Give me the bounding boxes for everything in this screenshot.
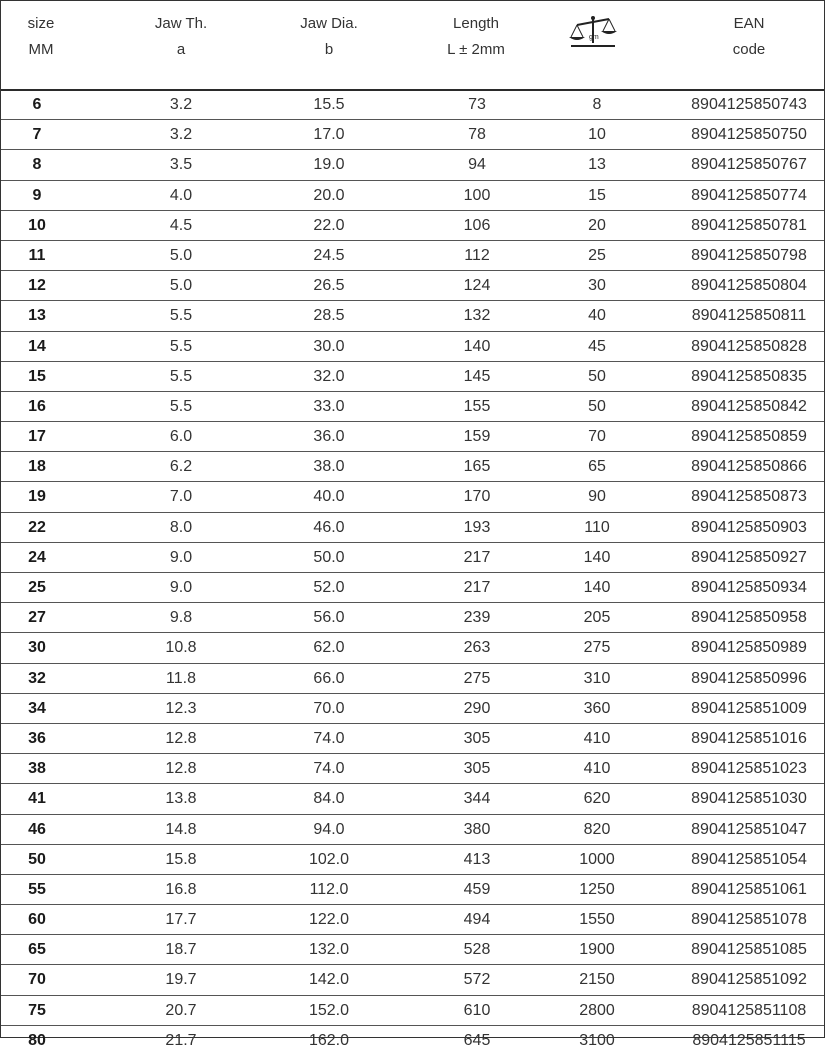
cell-length: 344 (463, 790, 491, 808)
cell-size: 38 (28, 760, 46, 778)
cell-ean: 8904125850743 (691, 96, 807, 113)
cell-size: 7 (32, 126, 42, 144)
cell-size: 70 (28, 971, 46, 989)
cell-jaw-diameter: 40.0 (313, 488, 345, 506)
cell-ean: 8904125851016 (691, 729, 807, 747)
cell-ean: 8904125851061 (691, 880, 807, 898)
cell-jaw-thickness: 3.5 (169, 156, 193, 174)
cell-jaw-thickness: 9.0 (169, 548, 193, 566)
cell-jaw-thickness: 5.5 (169, 397, 193, 415)
cell-ean: 8904125851023 (691, 760, 807, 778)
cell-size: 55 (28, 880, 46, 898)
cell-size: 50 (28, 850, 46, 868)
cell-ean: 8904125850873 (691, 488, 807, 506)
header-size-unit: MM (28, 41, 54, 58)
cell-weight: 30 (588, 277, 606, 295)
header-ean-sub: code (732, 41, 766, 58)
cell-jaw-diameter: 84.0 (313, 790, 345, 808)
cell-ean: 8904125850934 (691, 579, 807, 596)
cell-length: 239 (463, 609, 491, 627)
cell-jaw-thickness: 5.0 (169, 246, 193, 264)
header-ean (676, 11, 822, 63)
cell-jaw-thickness: 8.0 (169, 518, 193, 536)
table-body (1, 90, 824, 1055)
cell-jaw-diameter: 74.0 (313, 760, 345, 778)
cell-size: 19 (28, 488, 46, 506)
cell-weight: 205 (583, 609, 611, 627)
cell-weight: 15 (588, 186, 606, 204)
cell-weight: 410 (583, 760, 611, 778)
cell-weight: 820 (583, 820, 611, 838)
table-header (1, 1, 824, 91)
cell-jaw-thickness: 13.8 (165, 790, 197, 808)
cell-length: 106 (463, 216, 491, 234)
table-row (1, 784, 824, 814)
cell-jaw-thickness: 7.0 (169, 488, 193, 506)
header-size-label: size (27, 15, 55, 32)
cell-length: 645 (463, 1031, 491, 1049)
cell-weight: 620 (583, 790, 611, 808)
table-row (1, 935, 824, 965)
cell-size: 24 (28, 548, 46, 566)
cell-jaw-diameter: 152.0 (308, 1001, 350, 1019)
table-row (1, 996, 824, 1026)
cell-jaw-diameter: 122.0 (308, 911, 350, 929)
table-row (1, 543, 824, 573)
cell-length: 159 (463, 428, 491, 446)
cell-jaw-diameter: 24.5 (313, 246, 345, 264)
cell-ean: 8904125851030 (691, 790, 807, 808)
cell-jaw-diameter: 102.0 (308, 850, 350, 868)
cell-jaw-diameter: 74.0 (313, 729, 345, 747)
cell-weight: 50 (588, 367, 606, 385)
table-row (1, 875, 824, 905)
cell-jaw-thickness: 5.5 (169, 367, 193, 385)
cell-jaw-thickness: 6.0 (169, 428, 193, 446)
cell-ean: 8904125850958 (691, 609, 807, 627)
cell-length: 494 (463, 911, 491, 929)
cell-length: 94 (468, 156, 486, 174)
cell-jaw-thickness: 20.7 (165, 1001, 197, 1019)
cell-length: 100 (463, 186, 491, 204)
table-row (1, 724, 824, 754)
cell-length: 145 (463, 367, 491, 385)
cell-ean: 8904125851078 (691, 911, 807, 929)
cell-length: 193 (463, 518, 491, 536)
cell-ean: 8904125850927 (691, 548, 807, 566)
header-jaw-diameter-symbol: b (324, 41, 334, 58)
cell-weight: 1550 (579, 911, 615, 929)
cell-ean: 8904125850835 (691, 367, 807, 385)
cell-jaw-diameter: 32.0 (313, 367, 345, 385)
cell-size: 46 (28, 820, 46, 838)
table-row (1, 603, 824, 633)
cell-jaw-diameter: 19.0 (313, 156, 345, 174)
cell-jaw-diameter: 56.0 (313, 609, 345, 627)
cell-weight: 1900 (579, 941, 615, 959)
cell-length: 132 (463, 307, 491, 325)
cell-length: 528 (463, 941, 491, 959)
cell-ean: 8904125851092 (691, 971, 807, 989)
cell-jaw-thickness: 12.3 (165, 699, 197, 717)
cell-jaw-thickness: 5.5 (169, 337, 193, 355)
table-row (1, 633, 824, 663)
cell-length: 112 (464, 246, 490, 264)
cell-length: 170 (463, 488, 491, 506)
cell-jaw-diameter: 70.0 (313, 699, 345, 717)
weight-unit-label: gm (589, 34, 599, 41)
cell-weight: 20 (588, 216, 606, 234)
cell-jaw-thickness: 9.8 (169, 609, 193, 627)
cell-size: 13 (28, 307, 46, 325)
cell-length: 78 (468, 126, 486, 144)
table-row (1, 482, 824, 512)
cell-jaw-diameter: 33.0 (313, 397, 345, 415)
cell-weight: 70 (588, 428, 606, 446)
cell-weight: 2800 (579, 1001, 615, 1019)
cell-jaw-thickness: 11.8 (166, 669, 196, 687)
cell-jaw-thickness: 19.7 (165, 971, 197, 989)
cell-length: 572 (463, 971, 491, 989)
cell-length: 290 (463, 699, 491, 717)
cell-ean: 8904125850842 (691, 397, 807, 415)
cell-size: 75 (28, 1001, 46, 1019)
table-row (1, 241, 824, 271)
table-row (1, 392, 824, 422)
table-row (1, 815, 824, 845)
cell-ean: 8904125851085 (691, 941, 807, 959)
table-row (1, 965, 824, 995)
cell-length: 610 (463, 1001, 491, 1019)
cell-jaw-thickness: 6.2 (169, 458, 193, 476)
table-row (1, 513, 824, 543)
cell-weight: 90 (588, 488, 606, 506)
cell-jaw-diameter: 38.0 (313, 458, 345, 476)
cell-jaw-diameter: 15.5 (313, 96, 345, 113)
cell-ean: 8904125850811 (691, 307, 807, 325)
cell-weight: 10 (588, 126, 606, 144)
cell-jaw-diameter: 46.0 (313, 518, 345, 536)
cell-jaw-diameter: 50.0 (313, 548, 345, 566)
table-row (1, 905, 824, 935)
table-row (1, 120, 824, 150)
cell-weight: 40 (588, 307, 606, 325)
header-size (11, 11, 71, 63)
cell-size: 22 (28, 518, 46, 536)
table-row (1, 150, 824, 180)
cell-ean: 8904125850989 (691, 639, 807, 657)
cell-weight: 360 (583, 699, 611, 717)
cell-jaw-diameter: 62.0 (313, 639, 345, 657)
cell-length: 263 (463, 639, 491, 657)
cell-jaw-diameter: 66.0 (313, 669, 345, 687)
table-row (1, 452, 824, 482)
table-row (1, 332, 824, 362)
scale-balance-icon (567, 13, 619, 53)
cell-length: 275 (463, 669, 491, 687)
table-row (1, 845, 824, 875)
cell-weight: 275 (583, 639, 611, 657)
cell-length: 305 (463, 729, 491, 747)
cell-size: 27 (28, 609, 46, 627)
header-length-label: Length (453, 15, 499, 32)
table-row (1, 1026, 824, 1055)
table-row (1, 181, 824, 211)
table-row (1, 271, 824, 301)
cell-jaw-diameter: 30.0 (313, 337, 345, 355)
cell-jaw-thickness: 4.0 (169, 186, 193, 204)
cell-weight: 2150 (579, 971, 615, 989)
cell-size: 32 (28, 669, 46, 687)
cell-size: 65 (28, 941, 46, 959)
cell-jaw-thickness: 5.0 (169, 277, 193, 295)
cell-size: 10 (28, 216, 46, 234)
header-jaw-thickness-symbol: a (176, 41, 186, 58)
cell-size: 11 (28, 246, 46, 264)
cell-weight: 25 (588, 246, 606, 264)
cell-size: 36 (28, 729, 46, 747)
cell-size: 16 (28, 397, 46, 415)
cell-size: 34 (28, 699, 46, 717)
cell-jaw-thickness: 5.5 (169, 307, 193, 325)
cell-length: 155 (463, 397, 491, 415)
cell-length: 217 (463, 548, 491, 566)
cell-length: 165 (463, 458, 491, 476)
cell-jaw-diameter: 22.0 (313, 216, 345, 234)
header-ean-label: EAN (733, 15, 765, 32)
cell-jaw-diameter: 20.0 (313, 186, 345, 204)
cell-size: 18 (28, 458, 46, 476)
cell-weight: 410 (583, 729, 611, 747)
cell-weight: 310 (583, 669, 611, 687)
cell-ean: 8904125850798 (691, 246, 807, 264)
cell-weight: 1250 (579, 880, 615, 898)
cell-length: 124 (463, 277, 491, 295)
cell-ean: 8904125850828 (691, 337, 807, 355)
table-row (1, 573, 824, 603)
cell-weight: 140 (583, 548, 611, 566)
cell-size: 30 (28, 639, 46, 657)
cell-ean: 8904125850859 (691, 428, 807, 446)
header-length (411, 11, 541, 63)
cell-weight: 140 (583, 579, 611, 596)
cell-ean: 8904125851108 (691, 1001, 807, 1019)
header-length-tolerance: L ± 2mm (447, 41, 505, 58)
cell-length: 305 (463, 760, 491, 778)
cell-jaw-diameter: 162.0 (308, 1031, 350, 1049)
cell-jaw-thickness: 12.8 (165, 760, 197, 778)
cell-size: 25 (28, 579, 46, 596)
cell-length: 73 (468, 96, 486, 113)
cell-length: 380 (463, 820, 491, 838)
cell-length: 140 (463, 337, 491, 355)
cell-jaw-diameter: 52.0 (313, 579, 345, 596)
cell-weight: 8 (592, 96, 602, 113)
cell-ean: 8904125850767 (691, 156, 807, 174)
cell-ean: 8904125850903 (691, 518, 807, 536)
cell-ean: 8904125850750 (691, 126, 807, 144)
table-row (1, 664, 824, 694)
cell-jaw-thickness: 16.8 (165, 880, 197, 898)
cell-jaw-thickness: 15.8 (165, 850, 197, 868)
cell-size: 14 (28, 337, 46, 355)
cell-jaw-diameter: 142.0 (308, 971, 350, 989)
cell-length: 413 (463, 850, 491, 868)
cell-jaw-thickness: 10.8 (165, 639, 197, 657)
header-jaw-thickness-label: Jaw Th. (154, 15, 208, 32)
cell-size: 41 (28, 790, 46, 808)
cell-jaw-diameter: 17.0 (313, 126, 345, 144)
cell-jaw-thickness: 17.7 (165, 911, 197, 929)
cell-jaw-diameter: 36.0 (313, 428, 345, 446)
cell-ean: 8904125851115 (692, 1031, 806, 1049)
cell-size: 80 (28, 1031, 46, 1049)
cell-jaw-thickness: 9.0 (169, 579, 193, 596)
cell-weight: 65 (588, 458, 606, 476)
cell-weight: 13 (588, 156, 606, 174)
table-row (1, 362, 824, 392)
cell-weight: 50 (588, 397, 606, 415)
cell-jaw-thickness: 3.2 (169, 126, 193, 144)
cell-size: 12 (28, 277, 46, 295)
table-row (1, 90, 824, 120)
cell-ean: 8904125850781 (691, 216, 807, 234)
cell-ean: 8904125850866 (691, 458, 807, 476)
cell-jaw-thickness: 12.8 (165, 729, 197, 747)
cell-jaw-thickness: 3.2 (169, 96, 193, 113)
cell-jaw-diameter: 94.0 (313, 820, 345, 838)
cell-ean: 8904125850996 (691, 669, 807, 687)
header-jaw-thickness (131, 11, 231, 63)
cell-weight: 1000 (579, 850, 615, 868)
table-row (1, 301, 824, 331)
table-row (1, 422, 824, 452)
cell-jaw-diameter: 132.0 (308, 941, 350, 959)
cell-size: 8 (32, 156, 42, 174)
cell-jaw-thickness: 21.7 (165, 1031, 197, 1049)
cell-ean: 8904125850774 (691, 186, 807, 204)
cell-weight: 3100 (579, 1031, 615, 1049)
cell-length: 459 (463, 880, 491, 898)
table-row (1, 694, 824, 724)
cell-length: 217 (463, 579, 491, 596)
header-jaw-diameter (279, 11, 379, 63)
cell-jaw-thickness: 4.5 (169, 216, 193, 234)
cell-jaw-thickness: 14.8 (165, 820, 197, 838)
cell-ean: 8904125851009 (691, 699, 807, 717)
cell-weight: 45 (588, 337, 606, 355)
cell-ean: 8904125850804 (691, 277, 807, 295)
table-row (1, 754, 824, 784)
cell-size: 17 (28, 428, 46, 446)
cell-weight: 110 (584, 518, 610, 536)
cell-ean: 8904125851047 (691, 820, 807, 838)
cell-size: 60 (28, 911, 46, 929)
cell-jaw-diameter: 26.5 (313, 277, 345, 295)
header-jaw-diameter-label: Jaw Dia. (300, 15, 358, 32)
cell-jaw-thickness: 18.7 (165, 941, 197, 959)
cell-size: 9 (32, 186, 42, 204)
cell-jaw-diameter: 112.0 (309, 880, 349, 898)
cell-ean: 8904125851054 (691, 850, 807, 868)
cell-size: 6 (32, 96, 42, 113)
cell-jaw-diameter: 28.5 (313, 307, 345, 325)
table-row (1, 211, 824, 241)
cell-size: 15 (28, 367, 46, 385)
